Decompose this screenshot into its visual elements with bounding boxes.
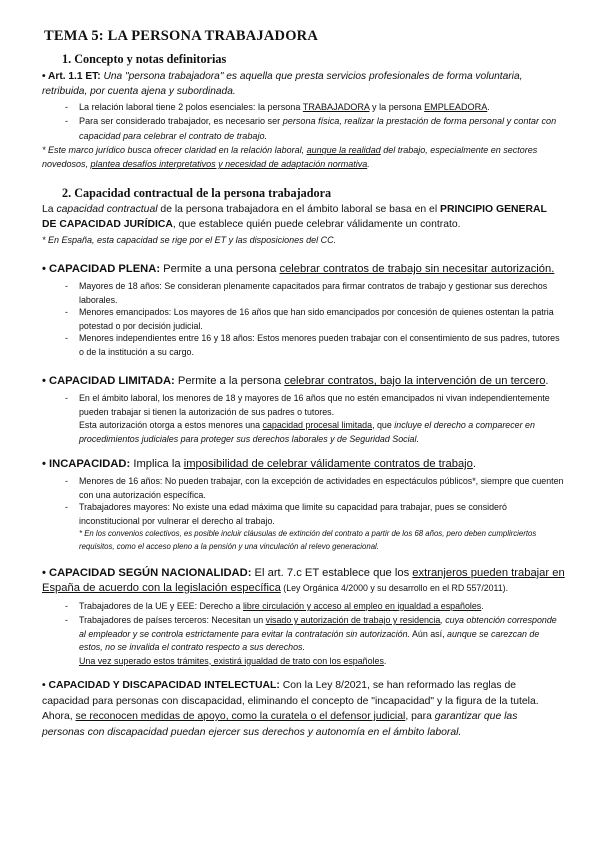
capacidad-limitada-heading: • CAPACIDAD LIMITADA: Permite a la persona celebrar contratos, bajo la intervención de un tercero.	[42, 375, 549, 387]
page-title: TEMA 5: LA PERSONA TRABAJADORA	[44, 28, 319, 44]
list-item: - Para ser considerado trabajador, es necesario ser persona física, realizar la prestación de forma personal y contar con capacidad para celebrar el contrato de trabajo.	[65, 116, 557, 141]
art-label: • Art. 1.1 ET:	[42, 71, 101, 82]
list-item: - La relación laboral tiene 2 polos esenciales: la persona TRABAJADORA y la persona EMPLEADORA.	[65, 102, 490, 112]
art-text: Una "persona trabajadora" es aquella que presta servicios profesionales de forma voluntaria, retribuida, por cuenta ajena y subordinada.	[42, 71, 523, 97]
list-item: - Menores emancipados: Los mayores de 16 años que han sido emancipados por concesión de quienes ostentan la patria potestad o por decisión judicial.	[65, 307, 554, 331]
art-1-1-paragraph	[42, 69, 562, 99]
list-item: - Menores de 16 años: No pueden trabajar, con la excepción de actividades en espectáculos públicos*, siempre que cuenten con una autorización específica.	[65, 476, 564, 500]
capacidad-plena-heading: • CAPACIDAD PLENA: Permite a una persona celebrar contratos de trabajo sin necesitar autorización.	[42, 263, 555, 275]
section1-note: * Este marco jurídico busca ofrecer claridad en la relación laboral, aunque la realidad del trabajo, especialmente en sectores novedosos, plantea desafíos interpretativos y necesidad de adaptación normativa.	[42, 145, 538, 169]
section2-intro: La capacidad contractual de la persona trabajadora en el ámbito laboral se basa en el PRINCIPIO GENERAL DE CAPACIDAD JURÍDICA, que establece quién puede celebrar válidamente un contrato.	[42, 204, 547, 230]
section-heading-concepto: 1. Concepto y notas definitorias	[62, 52, 227, 66]
list-item: - Trabajadores mayores: No existe una edad máxima que limite su capacidad para trabajar, pues se consideró inconstitucional por vulnerar el derecho al trabajo. * En los convenios colectivos, es posible incluir cláusulas de extinción del contrato a partir de los 68 años, pero deben cumplirciertos requisitos, como el acceso pleno a la pensión y una vinculación al relevo generacional.	[65, 501, 565, 553]
discapacidad-paragraph: • CAPACIDAD Y DISCAPACIDAD INTELECTUAL: Con la Ley 8/2021, se han reformado las reglas de capacidad para personas con discapacidad, eliminando el concepto de "incapacidad" y la figura de la tutela. Ahora, se reconocen medidas de apoyo, como la curatela o el defensor judicial, para garantizar que las personas con discapacidad puedan ejercer sus derechos y autonomía en el ámbito laboral.	[42, 680, 539, 738]
section2-note: * En España, esta capacidad se rige por el ET y las disposiciones del CC.	[42, 235, 337, 245]
nacionalidad-heading: • CAPACIDAD SEGÚN NACIONALIDAD: El art. 7.c ET establece que los extranjeros pueden trabajar en España de acuerdo con la legislación específica (Ley Orgánica 4/2000 y su desarrollo en el RD 557/2011).	[42, 567, 565, 594]
incapacidad-heading: • INCAPACIDAD: Implica la imposibilidad de celebrar válidamente contratos de trabajo.	[42, 458, 476, 470]
list-item: - Mayores de 18 años: Se consideran plenamente capacitados para firmar contratos de trabajo y gestionar sus derechos laborales.	[65, 281, 548, 305]
incapacidad-note: * En los convenios colectivos, es posible incluir cláusulas de extinción del contrato a partir de los 68 años, pero deben cumplirciertos requisitos, como el acceso pleno a la pensión y una vinculación al relevo generacional.	[79, 529, 537, 551]
list-item: - Menores independientes entre 16 y 18 años: Estos menores pueden trabajar con el consentimiento de sus padres, tutores o de la institución a su cargo.	[65, 333, 560, 357]
list-item: - Trabajadores de países terceros: Necesitan un visado y autorización de trabajo y residencia, cuya obtención corresponde al empleador y se controla estrictamente para evitar la contratación sin autorización. Aún así, aunque se carezcan de estos, no se invalida el contrato respecto a sus derechos. Una vez superado estos trámites, existirá igualdad de trato con los españoles.	[65, 615, 557, 666]
list-item: - En el ámbito laboral, los menores de 18 y mayores de 16 años que no estén emancipados ni vivan independientemente pueden trabajar si tienen la autorización de sus padres o tutores. Esta autorización otorga a estos menores una capacidad procesal limitada, que incluye el derecho a comparecer en procedimientos judiciales para proteger sus derechos laborales y de Seguridad Social.	[65, 393, 550, 444]
list-item: - Trabajadores de la UE y EEE: Derecho a libre circulación y acceso al empleo en igualdad a españoles.	[65, 601, 484, 611]
section-heading-capacidad: 2. Capacidad contractual de la persona trabajadora	[62, 186, 332, 200]
